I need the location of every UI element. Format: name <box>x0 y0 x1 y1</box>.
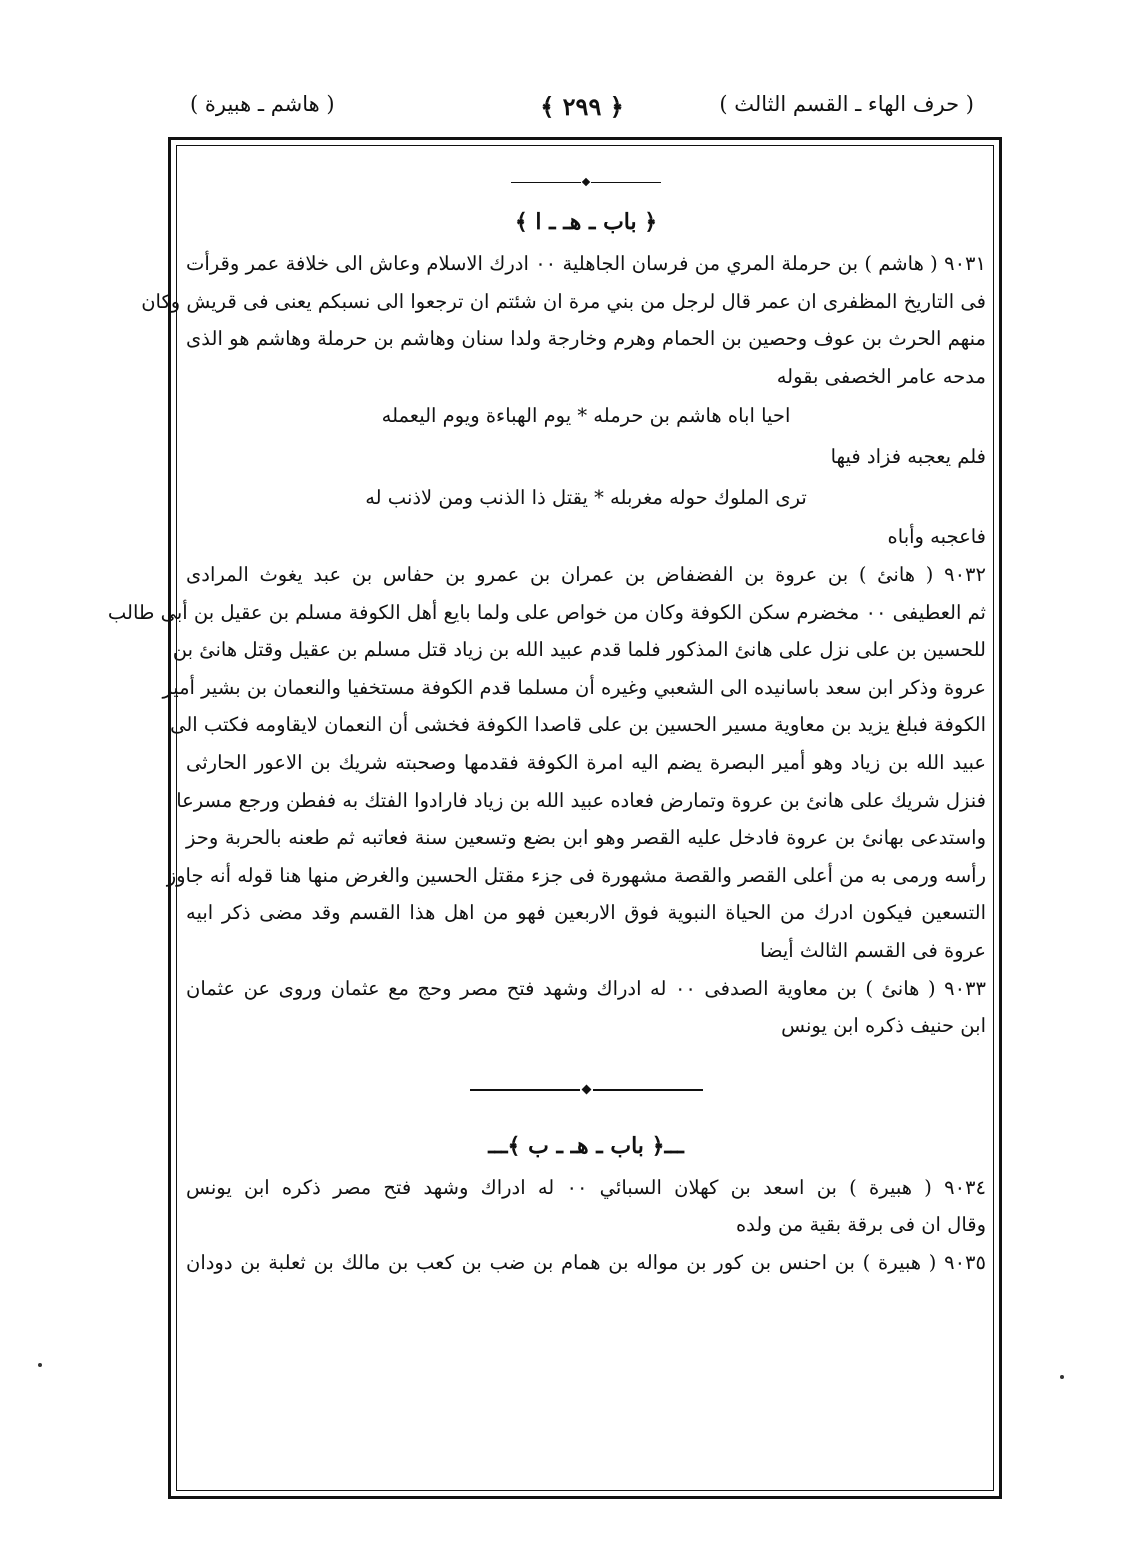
entry-9035 <box>186 1244 986 1282</box>
entry-9033 <box>186 970 986 1045</box>
entry-line: عروة فى القسم الثالث أيضا <box>760 938 986 962</box>
entry-line: للحسين بن على نزل على هانئ المذكور فلما قدم عبيد الله بن زياد قتل مسلم بن عقيل وقتل هانئ بن <box>172 638 986 662</box>
entry-line: ٩٠٣١ ( هاشم ) بن حرملة المري من فرسان الجاهلية ٠٠ ادرك الاسلام وعاش الى خلافة عمر وقرأت <box>186 252 986 275</box>
page-body <box>107 165 986 1281</box>
entry-line: رأسه ورمى به من أعلى القصر والقصة مشهورة فى جزء مقتل الحسين والغرض منها هنا قوله أنه جاوز <box>166 863 986 887</box>
section-divider <box>186 1075 986 1105</box>
entry-line: التسعين فيكون ادرك من الحياة النبوية فوق الاربعين فهو من اهل هذا القسم وقد مضى ذكر ابيه <box>186 901 986 925</box>
section-title-ha-alif: ﴿ باب ـ هـ ـ ا ﴾ <box>514 209 658 235</box>
page-header <box>190 92 974 132</box>
entry-line: فى التاريخ المظفرى ان عمر قال لرجل من بني مرة ان شئتم ان ترجعوا الى نسبكم يعنى فى قريش وكان <box>141 289 986 313</box>
entry-9031 <box>141 245 986 395</box>
entry-line: ٩٠٣٤ ( هبيرة ) بن اسعد بن كهلان السبائي ٠٠ له ادراك وشهد فتح مصر ذكره ابن يونس <box>186 1175 986 1199</box>
verse-intro: فلم يعجبه فزاد فيها <box>830 445 986 469</box>
entry-line: ابن حنيف ذكره ابن يونس <box>781 1014 986 1038</box>
entry-line: ٩٠٣٢ ( هانئ ) بن عروة بن الفضفاض بن عمران بن عمرو بن حفاس بن عبد يغوث المرادى <box>186 562 986 586</box>
poem-verse-2: ترى الملوك حوله مغربله * يقتل ذا الذنب ومن لاذنب له <box>365 486 807 510</box>
entry-line: فنزل شريك على هانئ بن عروة وتمارض فعاده عبيد الله بن زياد فارادوا الفتك به ففطن ورجع مسرعا <box>176 788 986 812</box>
entry-line: عروة وذكر ابن سعد باسانيده الى الشعبي وغيره أن مسلما قدم الكوفة مستخفيا والنعمان بن بشير أمير <box>162 675 986 699</box>
stray-dot <box>1060 1375 1064 1379</box>
entry-line: واستدعى بهانئ بن عروة فادخل عليه القصر وهو ابن بضع وتسعين سنة فعاتبه ثم طعنه بالحربة وحز <box>186 826 986 850</box>
entry-9032 <box>107 556 986 970</box>
top-ornament <box>186 165 986 199</box>
header-chapter-label: ( حرف الهاء ـ القسم الثالث ) <box>719 92 974 116</box>
entry-line: ٩٠٣٥ ( هبيرة ) بن احنس بن كور بن مواله بن همام بن ضب بن كعب بن مالك بن ثعلبة بن دودان <box>186 1250 986 1274</box>
entry-line: الكوفة فبلغ يزيد بن معاوية مسير الحسين بن على قاصدا الكوفة فخشى أن النعمان لايقاومه فكتب الى <box>170 713 986 737</box>
entry-line: ٩٠٣٣ ( هانئ ) بن معاوية الصدفى ٠٠ له ادراك وشهد فتح مصر وحج مع عثمان وروى عن عثمان <box>186 976 986 1000</box>
stray-dot <box>38 1363 42 1367</box>
entry-line: منهم الحرث بن عوف وحصين بن الحمام وهرم وخارجة ولدا سنان وهاشم بن حرملة وهاشم هو الذى <box>186 327 986 351</box>
page-number: ﴿ ٢٩٩ ﴾ <box>540 92 624 121</box>
entry-9034 <box>186 1169 986 1244</box>
entry-line: عبيد الله بن زياد وهو أمير البصرة يضم اليه امرة الكوفة فقدمها وصحبته شريك بن الاعور الحارثى <box>186 750 986 774</box>
entry-line: ثم العطيفى ٠٠ مخضرم سكن الكوفة وكان من خواص على ولما بايع أهل الكوفة مسلم بن عقيل بن أبى طالب <box>107 600 986 624</box>
verse-outro: فاعجبه وأباه <box>887 525 986 549</box>
entry-line: وقال ان فى برقة بقية من ولده <box>735 1213 986 1237</box>
header-entries-range: ( هاشم ـ هبيرة ) <box>190 92 335 116</box>
section-title-ha-ba: ـــ﴿ باب ـ هـ ـ ب ﴾ـــ <box>488 1132 684 1159</box>
entry-line: مدحه عامر الخصفى بقوله <box>776 364 986 388</box>
poem-verse-1: احيا اباه هاشم بن حرمله * يوم الهباءة ويوم اليعمله <box>381 404 791 428</box>
